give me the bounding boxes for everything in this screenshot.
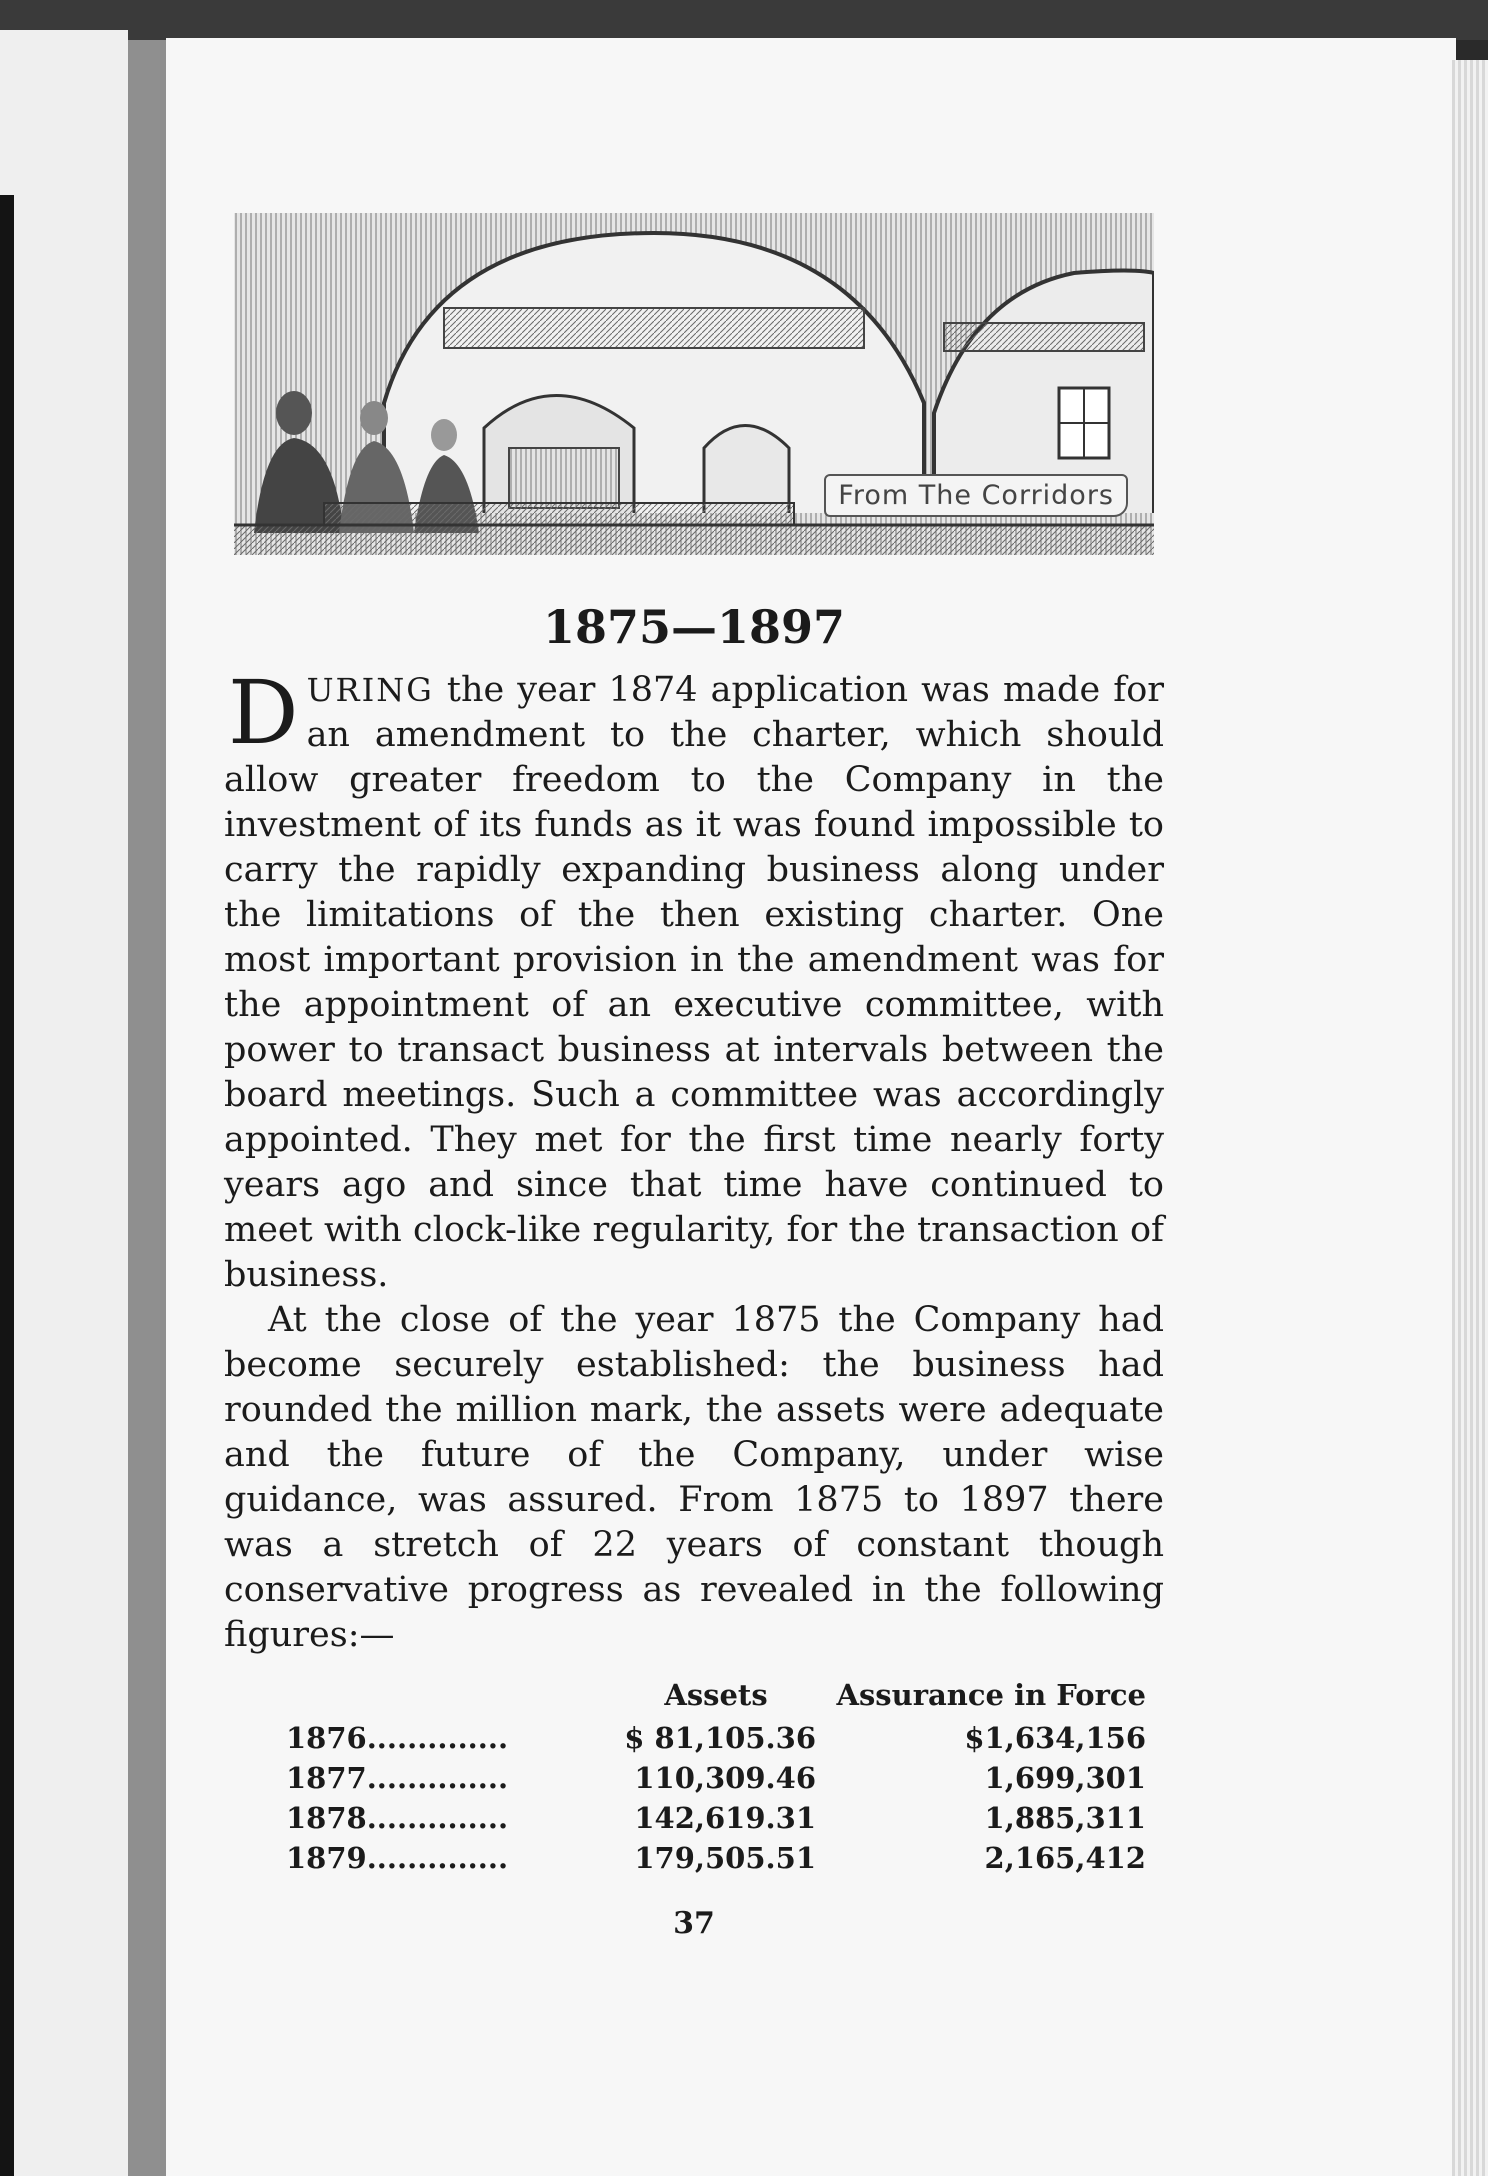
figures-table xyxy=(286,1672,1146,1878)
table-header-row xyxy=(286,1672,1146,1718)
row-year: 1878.............. xyxy=(286,1801,509,1835)
header-assets: Assets xyxy=(664,1678,768,1712)
facing-page-edge xyxy=(0,30,128,2176)
page-stack-edges xyxy=(1452,60,1488,2176)
paragraph-1-lead: URING xyxy=(306,671,434,709)
header-year xyxy=(286,1672,616,1718)
row-year: 1877.............. xyxy=(286,1761,509,1795)
table-row xyxy=(286,1798,1146,1838)
paragraph-1 xyxy=(224,661,1164,1298)
header-assurance-in-force: Assurance in Force xyxy=(836,1678,1146,1712)
row-assets: 110,309.46 xyxy=(634,1761,816,1795)
paragraph-2: At the close of the year 1875 the Company had become securely established: the business had rounded the million mark, the assets were adequate and the future of the Company, under wise guidance, was assured. From 1875 to 1897 there was a stretch of 22 years of constant though conservative progress as revealed in the following figures:— xyxy=(224,1300,1164,1655)
row-assurance: 1,699,301 xyxy=(984,1761,1146,1795)
scan-top-strip xyxy=(0,0,1488,40)
row-assurance: 1,885,311 xyxy=(984,1801,1146,1835)
table-row xyxy=(286,1718,1146,1758)
row-year: 1876.............. xyxy=(286,1721,509,1755)
illustration-caption: From The Corridors xyxy=(824,474,1128,517)
chapter-heading: 1875—1897 xyxy=(542,600,846,654)
page-number: 37 xyxy=(673,1906,715,1941)
table-row xyxy=(286,1758,1146,1798)
table-row xyxy=(286,1838,1146,1878)
row-assurance: 2,165,412 xyxy=(984,1841,1146,1875)
row-assets: 142,619.31 xyxy=(634,1801,816,1835)
row-assets: $ 81,105.36 xyxy=(624,1721,816,1755)
paragraph-1-text: the year 1874 application was made for an amendment to the charter, which should allow greater freedom to the Company in the investment of its funds as it was found impossible to carry the rapidly expanding business along under the limitations of the then existing charter. One most important provision in the amendment was for the appointment of an executive committee, with power to transact business at intervals between the board meetings. Such a committee was accordingly appointed. They met for the first time nearly forty years ago and since that time have continued to meet with clock-like regularity, for the transaction of business. xyxy=(224,670,1164,1295)
corridor-illustration xyxy=(234,213,1154,555)
scan-left-shadow xyxy=(0,195,14,2176)
row-year: 1879.............. xyxy=(286,1841,509,1875)
drop-cap: D xyxy=(228,661,299,764)
row-assets: 179,505.51 xyxy=(634,1841,816,1875)
row-assurance: $1,634,156 xyxy=(964,1721,1146,1755)
